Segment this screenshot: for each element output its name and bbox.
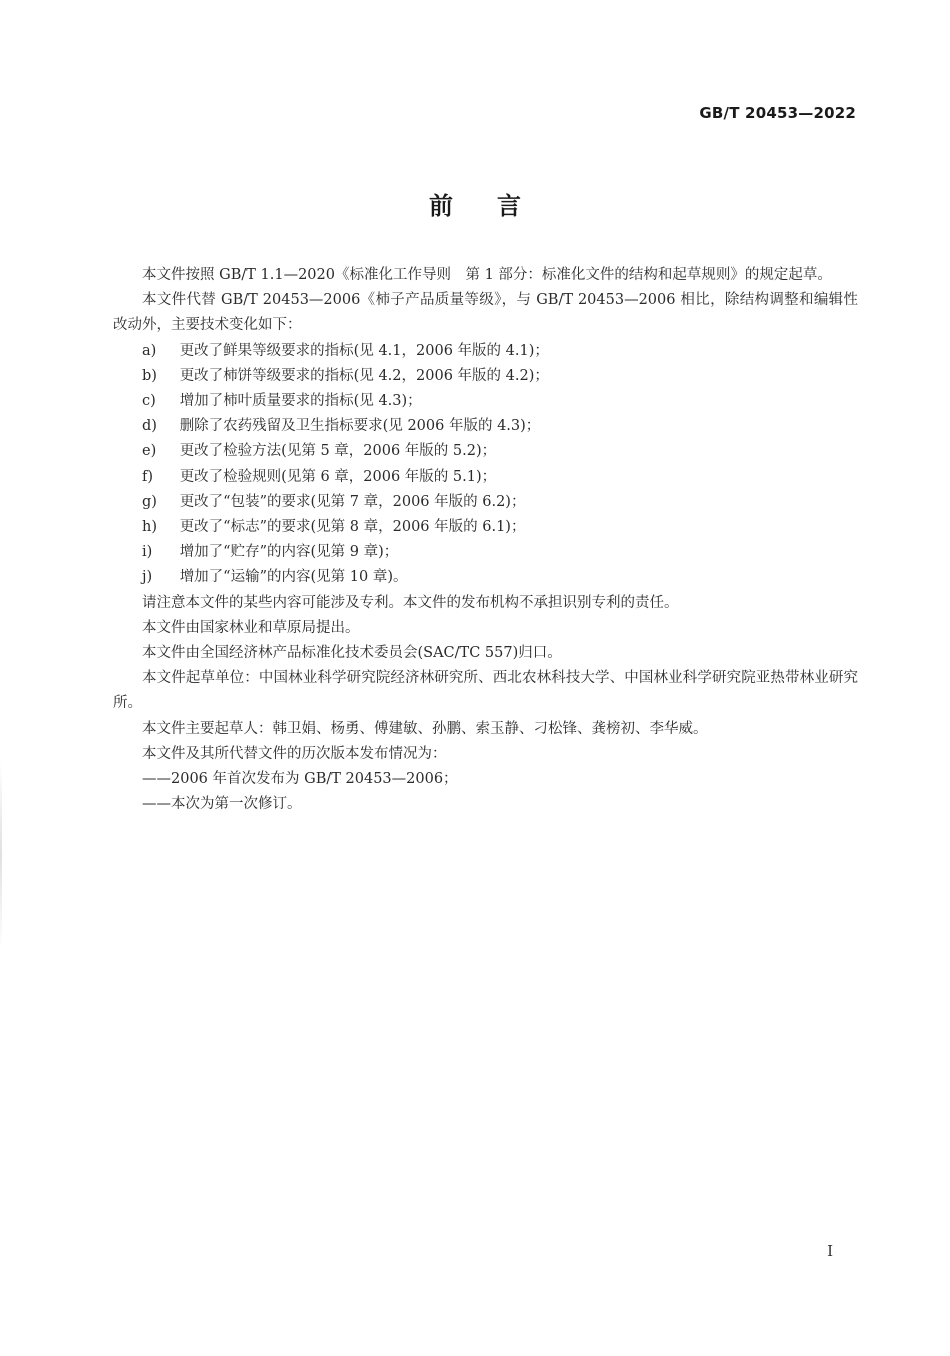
change-item-marker: e)	[142, 443, 157, 460]
change-item-marker: j)	[142, 569, 153, 586]
history-entry: ——2006 年首次发布为 GB/T 20453—2006；	[142, 771, 458, 788]
change-item-marker: g)	[142, 493, 157, 510]
preface-body	[113, 263, 858, 817]
change-item	[113, 465, 858, 490]
change-item-marker: i)	[142, 544, 153, 561]
change-item	[113, 439, 858, 464]
change-item-text: 删除了农药残留及卫生指标要求(见 2006 年版的 4.3)；	[179, 418, 541, 435]
change-item-marker: b)	[142, 367, 157, 384]
change-item-marker: c)	[142, 393, 156, 410]
paragraph-committee: 本文件由全国经济林产品标准化技术委员会(SAC/TC 557)归口。	[142, 645, 562, 662]
paragraph-drafting-basis: 本文件按照 GB/T 1.1—2020《标准化工作导则 第 1 部分：标准化文件的结构和起草规则》的规定起草。	[142, 267, 832, 283]
change-item-text: 增加了“运输”的内容(见第 10 章)。	[179, 569, 408, 586]
change-item-text: 更改了检验方法(见第 5 章，2006 年版的 5.2)；	[179, 443, 497, 460]
paragraph-history-intro: 本文件及其所代替文件的历次版本发布情况为：	[142, 745, 447, 762]
paragraph-proposer: 本文件由国家林业和草原局提出。	[142, 619, 360, 636]
change-item	[113, 490, 858, 515]
paragraph-replacement: 本文件代替 GB/T 20453—2006《柿子产品质量等级》，与 GB/T 20453—2006 相比，除结构调整和编辑性改动外，主要技术变化如下：	[113, 292, 858, 334]
change-item-text: 更改了“标志”的要求(见第 8 章，2006 年版的 6.1)；	[179, 519, 526, 536]
change-item	[113, 339, 858, 364]
change-item	[113, 414, 858, 439]
page-number: I	[827, 1242, 833, 1260]
paragraph-patent-notice: 请注意本文件的某些内容可能涉及专利。本文件的发布机构不承担识别专利的责任。	[142, 594, 679, 611]
change-item	[113, 540, 858, 565]
change-item-marker: a)	[142, 342, 157, 359]
change-item	[113, 364, 858, 389]
change-item	[113, 389, 858, 414]
page-title: 前言	[429, 192, 565, 220]
paragraph-drafting-units: 本文件起草单位：中国林业科学研究院经济林研究所、西北农林科技大学、中国林业科学研究院亚热带林业研究所。	[113, 670, 858, 712]
scan-edge-shadow	[0, 760, 2, 950]
history-entry: ——本次为第一次修订。	[142, 796, 302, 813]
change-item-text: 更改了检验规则(见第 6 章，2006 年版的 5.1)；	[179, 468, 497, 485]
change-item	[113, 565, 858, 590]
change-item-text: 更改了柿饼等级要求的指标(见 4.2，2006 年版的 4.2)；	[179, 367, 549, 384]
document-code: GB/T 20453—2022	[699, 104, 856, 122]
change-item-marker: h)	[142, 519, 157, 536]
paragraph-drafters: 本文件主要起草人：韩卫娟、杨勇、傅建敏、孙鹏、索玉静、刁松锋、龚榜初、李华威。	[142, 720, 708, 737]
change-item	[113, 515, 858, 540]
change-item-text: 增加了“贮存”的内容(见第 9 章)；	[179, 544, 399, 561]
change-item-marker: d)	[142, 418, 157, 435]
change-item-text: 增加了柿叶质量要求的指标(见 4.3)；	[179, 393, 422, 410]
change-item-text: 更改了“包装”的要求(见第 7 章，2006 年版的 6.2)；	[179, 493, 526, 510]
change-item-text: 更改了鲜果等级要求的指标(见 4.1，2006 年版的 4.1)；	[179, 342, 549, 359]
change-item-marker: f)	[142, 468, 154, 485]
